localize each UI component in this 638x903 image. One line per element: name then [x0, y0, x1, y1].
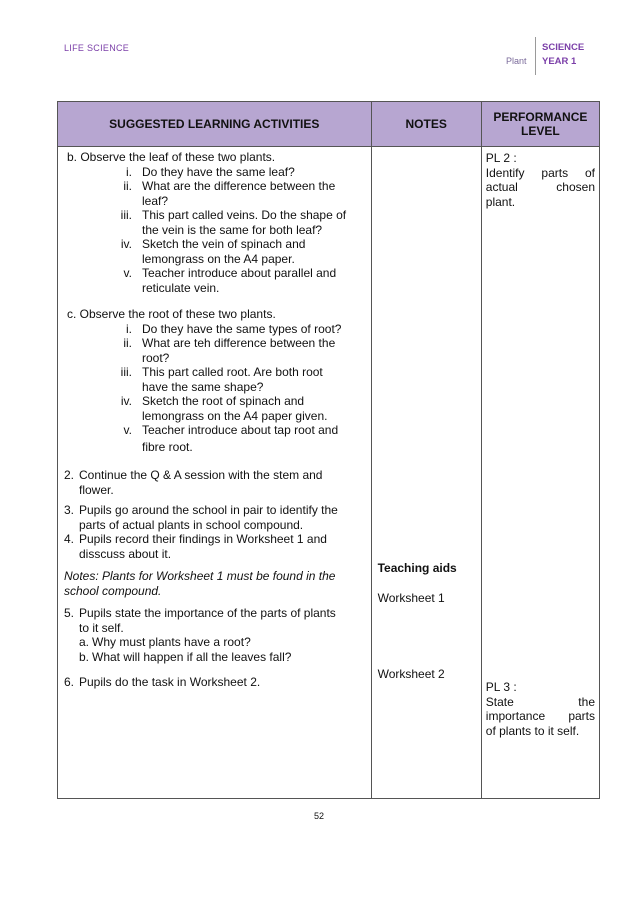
list-item — [64, 468, 365, 497]
header-performance-level — [481, 102, 599, 147]
item-text: Pupils go around the school in pair to identify the — [79, 503, 338, 517]
item-number: iv. — [120, 394, 132, 408]
list-item — [64, 394, 365, 423]
item-text: lemongrass on the A4 paper given. — [142, 408, 328, 423]
table-body-row — [58, 147, 600, 799]
item-text: Pupils record their findings in Worksheet 1 and — [79, 532, 327, 546]
spacer — [64, 664, 365, 675]
pl2-title: PL 2 : — [485, 151, 517, 165]
notes-cell — [371, 147, 481, 799]
list-item — [64, 635, 365, 650]
spacer — [64, 598, 365, 606]
item-text: lemongrass on the A4 paper. — [142, 251, 295, 266]
header-level: LEVEL — [521, 124, 560, 138]
item-number: 4. — [64, 532, 75, 546]
item-text: This part called root. Are both root — [142, 365, 323, 379]
subject-right-line-2: YEAR 1 — [542, 56, 577, 67]
note-text: school compound. — [64, 583, 162, 598]
item-text: Continue the Q & A session with the stem and — [79, 468, 323, 482]
item-text: Do they have the same leaf? — [142, 164, 295, 179]
list-item — [64, 165, 365, 180]
item-text: This part called veins. Do the shape of — [142, 208, 347, 222]
list-item — [64, 532, 365, 561]
item-text: the vein is the same for both leaf? — [142, 222, 323, 237]
item-text: Pupils state the importance of the parts of plants — [79, 606, 336, 620]
performance-level-cell — [481, 147, 599, 799]
item-text: Teacher introduce about tap root and — [142, 423, 339, 437]
header-performance: PERFORMANCE — [493, 110, 588, 124]
item-text: parts of actual plants in school compound. — [79, 517, 304, 532]
activity-b-intro: b. Observe the leaf of these two plants. — [67, 150, 276, 164]
header-notes: NOTES — [371, 102, 481, 147]
worksheet-1-label: Worksheet 1 — [377, 591, 445, 605]
list-item — [64, 336, 365, 365]
header-activities: SUGGESTED LEARNING ACTIVITIES — [58, 102, 372, 147]
spacer — [64, 561, 365, 569]
worksheet-2-label: Worksheet 2 — [377, 667, 445, 681]
item-number: 2. — [64, 468, 75, 482]
pl2-text: plant. — [485, 194, 516, 209]
item-text: What are the difference between the — [142, 179, 336, 193]
pl2-text: actual chosen — [485, 180, 595, 194]
item-number: 5. — [64, 606, 75, 620]
subject-right-line-1: SCIENCE — [542, 42, 585, 53]
item-number: 3. — [64, 503, 75, 517]
spacer — [64, 454, 365, 468]
subject-right-label — [542, 41, 584, 69]
list-item — [64, 266, 365, 295]
item-text: Sketch the vein of spinach and — [142, 237, 306, 251]
list-item — [64, 675, 365, 690]
item-text: root? — [142, 350, 170, 365]
note-text: Notes: Plants for Worksheet 1 must be found in the — [64, 569, 336, 583]
list-item — [64, 237, 365, 266]
pl3-title: PL 3 : — [485, 680, 517, 694]
item-number: ii. — [123, 336, 132, 350]
item-text: Teacher introduce about parallel and — [142, 266, 337, 280]
item-number: iv. — [120, 237, 132, 251]
item-number: i. — [126, 321, 132, 336]
item-text: Do they have the same types of root? — [142, 321, 342, 336]
list-item — [64, 503, 365, 532]
item-text: Pupils do the task in Worksheet 2. — [79, 675, 261, 689]
pl2-block — [486, 151, 595, 209]
list-item — [64, 208, 365, 237]
table-header-row — [58, 102, 600, 147]
item-number: i. — [126, 164, 132, 179]
item-number: 6. — [64, 675, 75, 689]
item-text: reticulate vein. — [142, 280, 220, 295]
item-number: b. — [79, 649, 90, 664]
item-text: to it self. — [79, 620, 124, 635]
item-text: Why must plants have a root? — [92, 635, 251, 649]
list-item — [64, 322, 365, 337]
activities-cell — [58, 147, 372, 799]
worksheet-note — [64, 569, 365, 598]
pl2-text: Identify parts of — [485, 165, 595, 180]
list-item — [64, 365, 365, 394]
spacer — [64, 295, 365, 307]
pl3-text: importance parts — [485, 709, 595, 723]
item-text: What will happen if all the leaves fall? — [92, 649, 292, 664]
item-text: have the same shape? — [142, 379, 264, 394]
item-text: flower. — [79, 482, 114, 497]
pl3-text: State the — [485, 694, 595, 709]
list-item — [64, 423, 365, 454]
list-item — [64, 606, 365, 635]
item-number: a. — [79, 635, 90, 649]
subject-left-label: LIFE SCIENCE — [64, 43, 130, 53]
header-divider — [535, 37, 536, 75]
list-item — [64, 179, 365, 208]
item-number: v. — [123, 423, 132, 437]
topic-label: Plant — [506, 56, 527, 66]
activities-table — [57, 101, 600, 799]
item-number: ii. — [123, 179, 132, 193]
item-text: What are teh difference between the — [142, 336, 336, 350]
list-item — [64, 650, 365, 665]
activity-c-intro: c. Observe the root of these two plants. — [67, 307, 276, 321]
item-text: fibre root. — [142, 439, 193, 454]
item-number: v. — [123, 266, 132, 280]
teaching-aids-label: Teaching aids — [377, 561, 457, 575]
pl3-block — [486, 680, 595, 738]
item-number: iii. — [120, 365, 132, 379]
item-text: disscuss about it. — [79, 546, 172, 561]
item-text: leaf? — [142, 193, 169, 208]
item-number: iii. — [120, 208, 132, 222]
page-number: 52 — [313, 811, 324, 821]
item-text: Sketch the root of spinach and — [142, 394, 305, 408]
pl3-text: of plants to it self. — [485, 723, 580, 738]
